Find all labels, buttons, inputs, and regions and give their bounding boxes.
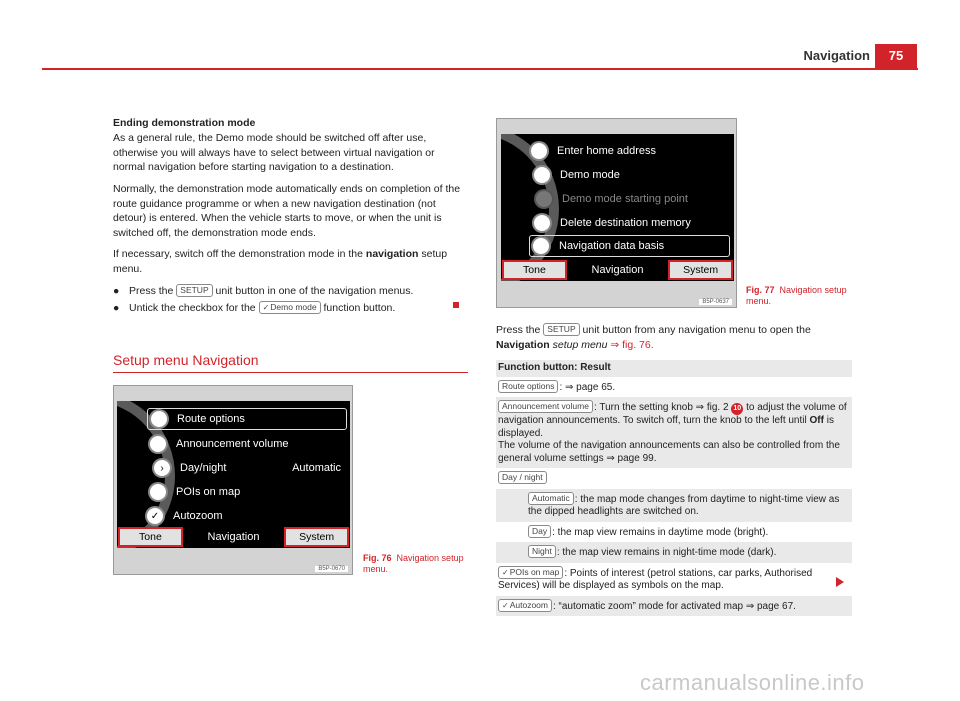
bullet-1-marker: ● bbox=[113, 285, 120, 297]
table-row-route-options: Route options : ⇒ page 65. bbox=[496, 377, 852, 398]
paragraph-3: If necessary, switch off the demonstration mode in the navigation setup menu. bbox=[113, 248, 448, 275]
page-number: 75 bbox=[875, 44, 917, 68]
arrow-icon: › bbox=[154, 460, 170, 476]
fig76-tab-tone[interactable]: Tone bbox=[118, 527, 183, 547]
table-header: Function button: Result bbox=[496, 360, 852, 377]
radio-icon bbox=[531, 143, 547, 159]
fig76-item-autozoom[interactable]: ✓ Autozoom bbox=[147, 505, 342, 527]
radio-icon bbox=[536, 191, 552, 207]
callout-10-icon: 10 bbox=[731, 403, 743, 415]
checkbox-icon: ✓ bbox=[502, 567, 509, 577]
day-night-value: Automatic bbox=[292, 462, 341, 474]
fig77-item-navigation-data-basis[interactable]: Navigation data basis bbox=[529, 235, 730, 257]
fig77-frame bbox=[496, 118, 737, 308]
fig77-tab-navigation[interactable]: Navigation bbox=[569, 260, 666, 280]
bullet-2-marker: ● bbox=[113, 302, 120, 314]
page-header-title: Navigation bbox=[803, 48, 870, 63]
table-row-autozoom: ✓Autozoom : “automatic zoom” mode for activated map ⇒ page 67. bbox=[496, 596, 852, 617]
fig77-code: B5P-0637 bbox=[699, 299, 732, 305]
checkbox-icon: ✓ bbox=[262, 303, 270, 312]
section-heading-ending-demo: Ending demonstration mode bbox=[113, 117, 256, 129]
fig76-item-day-night[interactable]: › Day/night Automatic bbox=[154, 457, 349, 479]
fig76-code: B5P-0670 bbox=[315, 566, 348, 572]
bullet-1-text: Press the SETUP unit button in one of the navigation menus. bbox=[129, 285, 414, 297]
autozoom-key: ✓Autozoom bbox=[498, 599, 552, 612]
fig76-caption: Fig. 76 Navigation setup menu. bbox=[363, 553, 464, 574]
fig77-screen bbox=[501, 134, 734, 281]
continue-arrow-icon bbox=[836, 577, 844, 587]
fig77-tab-system[interactable]: System bbox=[668, 260, 733, 280]
pois-on-map-key: ✓POIs on map bbox=[498, 566, 563, 579]
section-title: Setup menu Navigation bbox=[113, 352, 259, 368]
radio-icon bbox=[534, 215, 550, 231]
fig77-item-demo-start-point: Demo mode starting point bbox=[536, 188, 731, 210]
table-row-automatic: Automatic : the map mode changes from daytime to night-time view as the dipped headlights are switched on. bbox=[496, 489, 852, 522]
watermark: carmanualsonline.info bbox=[640, 670, 865, 695]
fig77-caption: Fig. 77 Navigation setup menu. bbox=[746, 285, 847, 306]
fig76-tab-system[interactable]: System bbox=[284, 527, 349, 547]
table-row-day-night bbox=[496, 468, 852, 489]
fig76-tab-navigation[interactable]: Navigation bbox=[185, 527, 282, 547]
fig77-item-enter-home-address[interactable]: Enter home address bbox=[531, 140, 729, 162]
fig76-item-route-options[interactable]: Route options bbox=[147, 408, 347, 430]
table-row-announcement-volume: Announcement volume : Turn the setting knob ⇒ fig. 2 10 to adjust the volume of navigation announcements. To switch off, turn the knob to the left until Off is displayed. The volume of the navigation announcements can also be controlled from the general volume settings ⇒ page 99. bbox=[496, 397, 852, 468]
setup-intro: Press the SETUP unit button from any navigation menu to open the Navigation setup menu ⇒ fig. 76. bbox=[496, 324, 811, 351]
header-rule bbox=[42, 68, 918, 70]
radio-icon bbox=[533, 238, 549, 254]
table-row-night: Night : the map view remains in night-time mode (dark). bbox=[496, 542, 852, 563]
setup-key: SETUP bbox=[543, 323, 579, 336]
demo-mode-key: ✓Demo mode bbox=[259, 301, 321, 314]
check-icon: ✓ bbox=[147, 508, 163, 524]
section-rule bbox=[113, 372, 468, 373]
fig76-item-pois-on-map[interactable]: POIs on map bbox=[150, 481, 345, 503]
section-end-marker bbox=[453, 302, 459, 308]
fig77-tab-bar bbox=[501, 259, 734, 281]
setup-key: SETUP bbox=[176, 284, 212, 297]
radio-icon bbox=[151, 411, 167, 427]
fig77-item-delete-destination-memory[interactable]: Delete destination memory bbox=[534, 212, 729, 234]
day-night-key: Day / night bbox=[498, 471, 547, 484]
radio-icon bbox=[150, 484, 166, 500]
day-key: Day bbox=[528, 525, 551, 538]
function-table bbox=[496, 360, 852, 616]
table-row-day: Day : the map view remains in daytime mode (bright). bbox=[496, 522, 852, 543]
fig76-item-announcement-volume[interactable]: Announcement volume bbox=[150, 433, 345, 455]
checkbox-icon bbox=[534, 167, 550, 183]
checkbox-icon: ✓ bbox=[502, 600, 509, 610]
bullet-2-text: Untick the checkbox for the ✓Demo mode function button. bbox=[129, 302, 396, 314]
fig76-tab-bar bbox=[117, 526, 350, 548]
fig77-item-demo-mode[interactable]: Demo mode bbox=[534, 164, 729, 186]
route-options-key: Route options bbox=[498, 380, 558, 393]
paragraph-2: Normally, the demonstration mode automatically ends on completion of the route guidance programme or when a new navigation destination (not detour) is entered. When the vehicle starts to move, or when the unit is switched off, the demonstration mode ends. bbox=[113, 183, 461, 239]
automatic-key: Automatic bbox=[528, 492, 574, 505]
paragraph-1: As a general rule, the Demo mode should be switched off after use, otherwise you will always have to select between virtual navigation or normal navigation before starting navigation to a destination. bbox=[113, 132, 435, 173]
night-key: Night bbox=[528, 545, 556, 558]
table-row-pois-on-map: ✓POIs on map : Points of interest (petrol stations, car parks, Authorised Services) will be displayed as symbols on the map. bbox=[496, 563, 852, 596]
fig76-frame bbox=[113, 385, 353, 575]
announcement-volume-key: Announcement volume bbox=[498, 400, 593, 413]
fig77-tab-tone[interactable]: Tone bbox=[502, 260, 567, 280]
fig76-screen bbox=[117, 401, 350, 548]
radio-icon bbox=[150, 436, 166, 452]
